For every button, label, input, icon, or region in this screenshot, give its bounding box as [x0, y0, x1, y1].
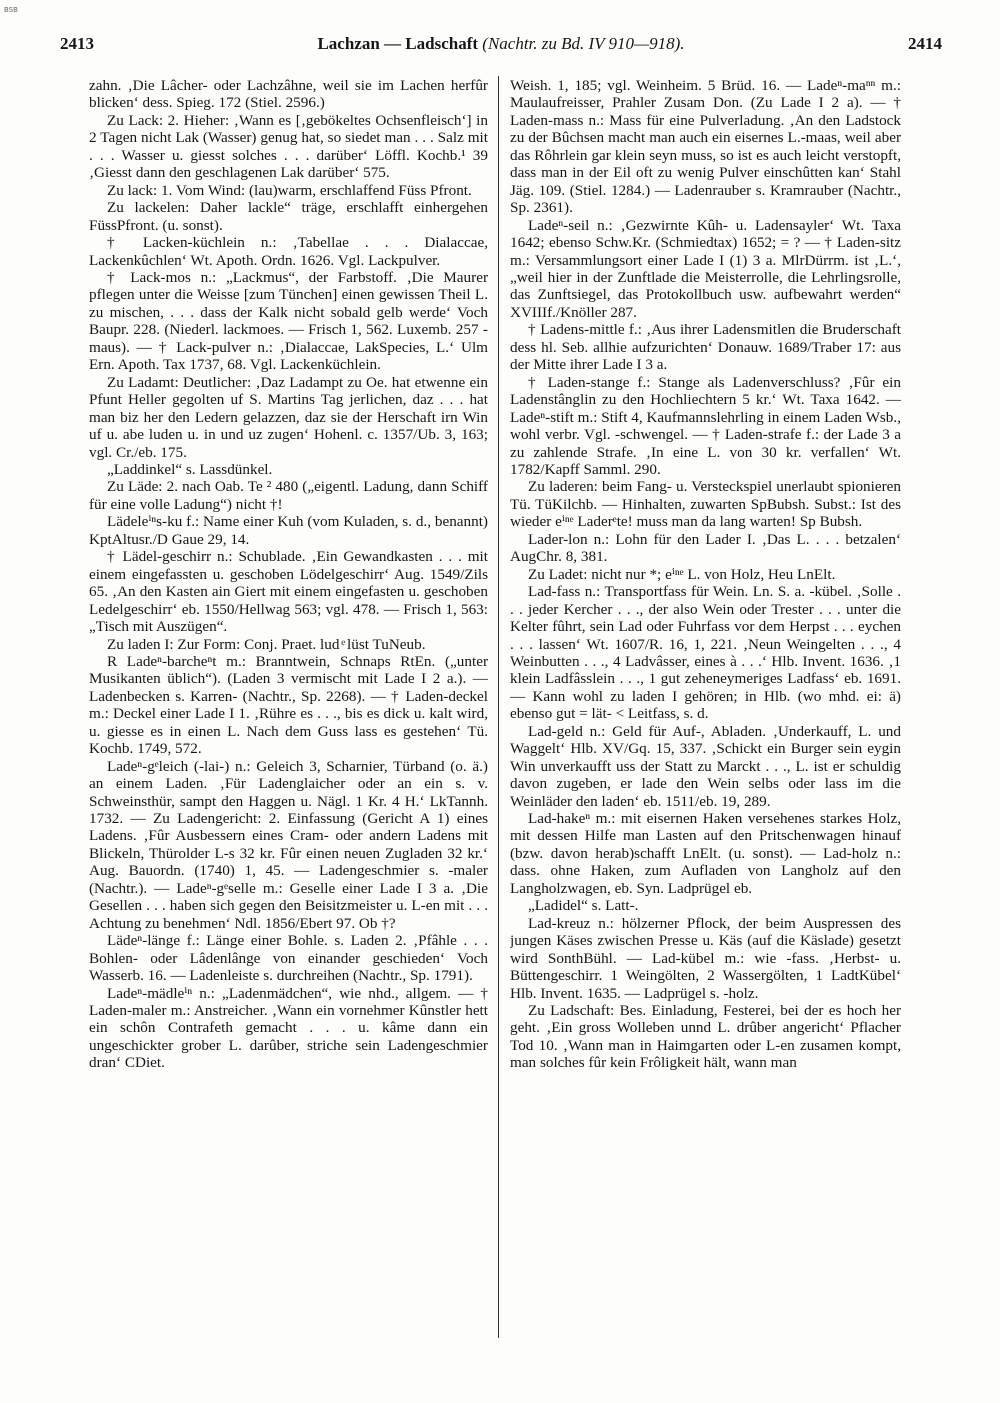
- entry-paragraph: Zu Lack: 2. Hieher: ‚Wann es [‚gebökeltes Ochsenfleisch‘] in 2 Tagen nicht Lak (Wasser) genug hat, so siedet man . . . Salz mit . . . Wasser u. giesst solches . . . darüber‘ Löffl. Kochb.¹ 39 ‚Giesst dann den geschlagenen Lak darüber‘ 575.: [89, 111, 488, 182]
- entry-paragraph: Zu laden I: Zur Form: Conj. Praet. lud ͤ lüst TuNeub.: [107, 635, 426, 653]
- entry-paragraph: Zu laderen: beim Fang- u. Versteckspiel unerlaubt spionieren Tü. TüKilchb. — Hinhalten, zuwarten SpBubsh. Subst.: Ist des wieder eⁱⁿᵉ Laderᵉte! muss man da lang warten! Sp Bubsh.: [510, 478, 901, 531]
- entry-paragraph: Ladeⁿ-seil n.: ‚Gezwirnte Kûh- u. Ladensayler‘ Wt. Taxa 1642; ebenso Schw.Kr. (Schmiedtax) 1652; = ? — † Laden-sitz m.: Versammlungsort einer Lade I (1) 3 a. MlrDürrm. ist ‚L.‘, „weil hier in der Zunftlade die Meisterrolle, die Lehrlingsrolle, das Zunftsiegel, das Protokollbuch usw. aufbewahrt werden“ XVIIIf./Knöller 287.: [510, 216, 901, 321]
- entry-paragraph: Zu Ladschaft: Bes. Einladung, Festerei, bei der es hoch her geht. ‚Ein gross Wolleben unnd L. drûber angericht‘ Pflacher Tod 10. ‚Wann man in Haimgarten oder L-en zusamen kompt, man solches fûr kein Frôligkeit hält, wann man: [510, 1002, 901, 1072]
- entry-paragraph: „Laddinkel“ s. Lassdünkel.: [107, 460, 273, 478]
- entry-paragraph: zahn. ‚Die Lâcher- oder Lachzâhne, weil sie im Lachen herfûr blicken‘ dess. Spieg. 172 (Stiel. 2596.): [89, 77, 488, 112]
- page-number-right: 2414: [908, 34, 942, 53]
- entry-paragraph: Lad-kreuz n.: hölzerner Pflock, der beim Auspressen des jungen Käses zwischen Presse u. Käs (auf die Käslade) gesetzt wird SonthBühl. — Lad-kübel m.: wie -fass. ‚Herbst- u. Büttengeschirr. 1 Weingölten, 2 Wassergölten, 1 LadtKübel‘ Hlb. Invent. 1635. — Ladprügel s. -holz.: [510, 914, 901, 1002]
- entry-paragraph: Lad-geld n.: Geld für Auf-, Abladen. ‚Underkauff, L. und Waggelt‘ Hlb. XV/Gq. 15, 337. ‚Schickt ein Burger sein eygin Win unverkaufft uss der Statt zu Marckt . . ., L. ist er schuldig davon zugeben, er lade den Wein selbs oder lass im die Weinläder den laden‘ eb. 1511/eb. 19, 289.: [510, 722, 901, 810]
- entry-paragraph: Ladeⁿ-mädleⁱⁿ n.: „Ladenmädchen“, wie nhd., allgem. — † Laden-maler m.: Anstreicher. ‚Wann ein vornehmer Kûnstler hett ein schôn Contrafeth gemacht . . . u. kâme dann ein ungeschickter grober L. darûber, striche sein Ladengeschmier dran‘ CDiet.: [89, 984, 488, 1072]
- running-title-sub: (Nachtr. zu Bd. IV 910—918).: [482, 34, 685, 53]
- entry-paragraph: † Ladens-mittle f.: ‚Aus ihrer Ladensmitlen die Bruderschaft dess hl. Seb. allhie aufzurichten‘ Donauw. 1689/Traber 17: aus der Mitte ihrer Lade I 3 a.: [510, 321, 901, 374]
- page-number-left: 2413: [60, 34, 94, 53]
- entry-paragraph: Lad-hakeⁿ m.: mit eisernen Haken versehenes starkes Holz, mit dessen Hilfe man Lasten auf den Pritschenwagen hinauf (bzw. davon herab)schafft LnElt. (u. sonst). — Lad-holz n.: dass. ohne Haken, zum Aufladen von Langholz auf den Langholzwagen, eb. Syn. Ladprügel eb.: [510, 810, 901, 897]
- entry-paragraph: Zu Läde: 2. nach Oab. Te ² 480 („eigentl. Ladung, dann Schiff für eine volle Ladung“) nicht †!: [89, 478, 488, 513]
- left-column: [89, 77, 488, 1385]
- entry-paragraph: † Lack-mos n.: „Lackmus“, der Farbstoff. ‚Die Maurer pflegen unter die Weisse [zum Tünchen] einen gewissen Theil L. zu mischen, . . . dass der Kalk nicht sobald gelb werde‘ Voch Baupr. 228. (Niederl. lackmoes. — Frisch 1, 562. Luxemb. 257 -maus). — † Lack-pulver n.: ‚Dialaccae, LakSpecies, L.‘ Ulm Ern. Apoth. Tax 1737, 68. Vgl. Lackenküchlein.: [89, 268, 488, 374]
- entry-paragraph: Lader-lon n.: Lohn für den Lader I. ‚Das L. . . . betzalen‘ AugChr. 8, 381.: [510, 530, 901, 566]
- column-divider: [498, 76, 499, 1338]
- running-title-main: Lachzan — Ladschaft: [317, 34, 479, 53]
- entry-paragraph: Lädeleⁱⁿs-ku f.: Name einer Kuh (vom Kuladen, s. d., benannt) KptAltusr./D Gaue 29, 14.: [89, 513, 488, 548]
- entry-paragraph: Zu lackelen: Daher lackle“ träge, erschlafft einhergehen FüssPfront. (u. sonst).: [89, 199, 488, 234]
- entry-paragraph: Zu lack: 1. Vom Wind: (lau)warm, erschlaffend Füss Pfront.: [107, 181, 472, 199]
- entry-paragraph: „Ladidel“ s. Latt-.: [528, 897, 639, 915]
- entry-paragraph: Zu Ladamt: Deutlicher: ‚Daz Ladampt zu Oe. hat etwenne ein Pfunt Heller gegolten uf S. Martins Tag jerlichen, daz . . . hat man biz her den Ledern gelazzen, daz sie der Herschaft irn Win uf u. abe luden u. in und uz zugen‘ Hohenl. c. 1357/Ub. 3, 163; vgl. Cr./eb. 175.: [89, 373, 488, 461]
- entry-paragraph: † Lädel-geschirr n.: Schublade. ‚Ein Gewandkasten . . . mit einem eingefassten u. geschoben Lödelgeschirr‘ Aug. 1549/Zils 65. ‚An den Kasten ain Giert mit einem eingefasten u. geschoben Ledelgeschirr‘ eb. 1550/Hellwag 563; vgl. 478. — Frisch 1, 563: „Tisch mit Auszügen“.: [89, 548, 488, 636]
- entry-paragraph: Weish. 1, 185; vgl. Weinheim. 5 Brüd. 16. — Ladeⁿ-maⁿⁿ m.: Maulaufreisser, Prahler Zusam Don. (Zu Lade I 2 a). — † Laden-mass n.: Mass für eine Pulverladung. ‚An den Ladstock zu der Bûchsen macht man auch ein eisernes L.-maas, weil aber das Rôhrlein gar klein seyn muss, so ist es auch leicht verstopft, dass man in der Eil oft zu wenig Pulver einschûtten kan‘ Stahl Jäg. 109. (Stiel. 1284.) — Ladenrauber s. Kramrauber (Nachtr., Sp. 2361).: [510, 77, 901, 217]
- entry-paragraph: † Lacken-küchlein n.: ‚Tabellae . . . Dialaccae, Lackenkûchlen‘ Wt. Apoth. Ordn. 1626. Vgl. Lackpulver.: [89, 234, 488, 269]
- page-header: [60, 34, 942, 58]
- entry-paragraph: † Laden-stange f.: Stange als Ladenverschluss? ‚Fûr ein Ladenstânglin zu den Hochliechtern 5 kr.‘ Wt. Taxa 1642. — Ladeⁿ-stift m.: Stift 4, Kaufmannslehrling in einem Laden Wsb., wohl verbr. Vgl. -schwengel. — † Laden-strafe f.: der Lade 3 a zu zahlende Strafe. ‚In eine L. von 30 kr. verfallen‘ Wt. 1782/Kapff Samml. 290.: [510, 373, 901, 478]
- entry-paragraph: R Ladeⁿ-barcheⁿt m.: Branntwein, Schnaps RtEn. („unter Musikanten üblich“). (Laden 3 vermischt mit Lade I 2 a.). — Ladenbecken s. Karren- (Nachtr., Sp. 2268). — † Laden-deckel m.: Deckel einer Lade I 1. ‚Rühre es . . ., bis es dick u. kalt wird, u. giesse es in einen L. Nach dem Guss lass es gestehen‘ Tü. Kochb. 1749, 572.: [89, 652, 488, 758]
- running-title: [60, 34, 942, 54]
- entry-paragraph: Zu Ladet: nicht nur *; eⁱⁿᵉ L. von Holz, Heu LnElt.: [528, 565, 836, 583]
- library-stamp: BSB: [4, 6, 18, 14]
- entry-paragraph: Lädeⁿ-länge f.: Länge einer Bohle. s. Laden 2. ‚Pfâhle . . . Bohlen- oder Lâdenlânge von einander geschieden‘ Voch Wasserb. 16. — Ladenleiste s. durchreihen (Nachtr., Sp. 1791).: [89, 932, 488, 985]
- right-column: [510, 77, 901, 1385]
- entry-paragraph: Ladeⁿ-gᵉleich (-lai-) n.: Geleich 3, Scharnier, Türband (o. ä.) an einem Laden. ‚Für Ladenglaicher oder an ein s. v. Schweinsthür, sampt den Haggen u. Nägl. 1 Kr. 4 H.‘ LkTannh. 1732. — Zu Ladengericht: 2. Einfassung (Gericht A 1) eines Ladens. ‚Fûr Ausbessern eines Cram- oder andern Ladens mit Blickeln, Thürolder L-s 32 kr. Fûr einen neuen Zugladen 32 kr.‘ Aug. Bauordn. (1740) 1, 45. — Ladengeschmier s. -maler (Nachtr.). — Ladeⁿ-gᵉselle m.: Geselle einer Lade I 3 a. ‚Die Gesellen . . . haben sich gegen den Beisitzmeister u. L-en mit . . . Achtung zu benehmen‘ Ndl. 1856/Ebert 97. Ob †?: [89, 757, 488, 932]
- entry-paragraph: Lad-fass n.: Transportfass für Wein. Ln. S. a. -kübel. ‚Solle . . . jeder Kercher . . ., der also Wein oder Trester . . . unter die Kelter fûhrt, sein Lad oder Fuhrfass vor dem Herpst . . . eychen . . . lassen‘ Wt. 1607/R. 16, 1, 221. ‚Neun Weingelten . . ., 4 Weinbutten . . ., 4 Ladvâsser, eines à . . .‘ Hlb. Invent. 1636. ‚1 klein Ladfâsslein . . ., 1 gut zeheneymeriges Ladfass‘ eb. 1691. — Kann wohl zu laden I gehören; in Hlb. (wo mhd. ei: ä) ebenso gut = lät- < Leitfass, s. d.: [510, 583, 901, 723]
